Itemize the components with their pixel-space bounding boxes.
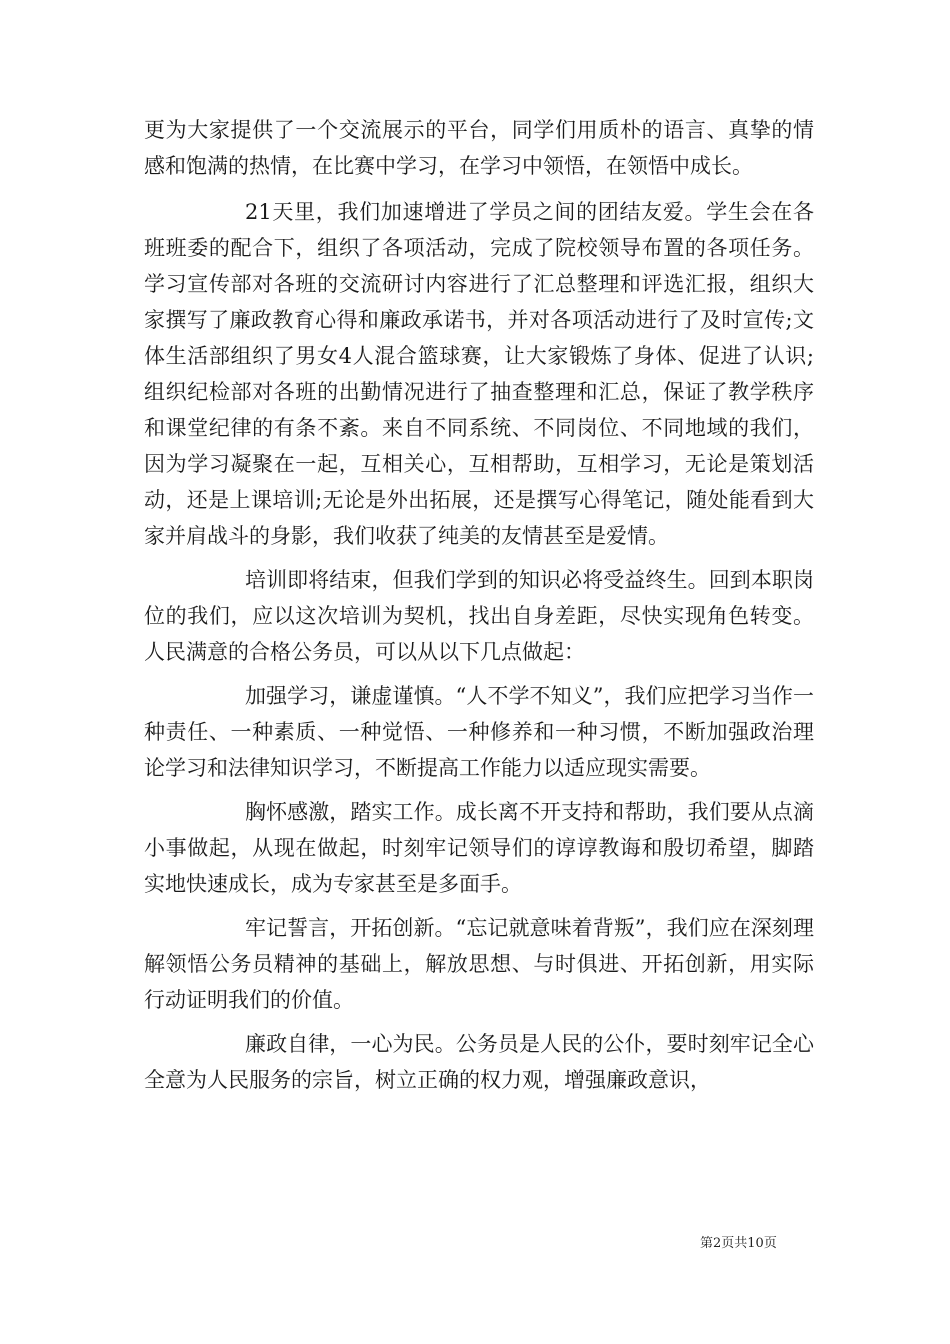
paragraph-2: 21天里，我们加速增进了学员之间的团结友爱。学生会在各班班委的配合下，组织了各项活动，完成了院校领导布置的各项任务。学习宣传部对各班的交流研讨内容进行了汇总整理和评选汇报，组织大家撰写了廉政教育心得和廉政承诺书，并对各项活动进行了及时宣传;文体生活部组织了男女4人混合篮球赛，让大家锻炼了身体、促进了认识;组织纪检部对各班的出勤情况进行了抽查整理和汇总，保证了教学秩序和课堂纪律的有条不紊。来自不同系统、不同岗位、不同地域的我们，因为学习凝聚在一起，互相关心，互相帮助，互相学习，无论是策划活动，还是上课培训;无论是外出拓展，还是撰写心得笔记，随处能看到大家并肩战斗的身影，我们收获了纯美的友情甚至是爱情。 xyxy=(144,200,814,548)
page-number-footer: 第2页共10页 xyxy=(700,1236,777,1251)
paragraph-5: 胸怀感激，踏实工作。成长离不开支持和帮助，我们要从点滴小事做起，从现在做起，时刻牢记领导们的谆谆教诲和殷切希望，脚踏实地快速成长，成为专家甚至是多面手。 xyxy=(144,800,814,896)
paragraph-7: 廉政自律，一心为民。公务员是人民的公仆，要时刻牢记全心全意为人民服务的宗旨，树立正确的权力观，增强廉政意识， xyxy=(144,1032,814,1092)
paragraph-4: 加强学习，谦虚谨慎。“人不学不知义”，我们应把学习当作一种责任、一种素质、一种觉悟、一种修养和一种习惯，不断加强政治理论学习和法律知识学习，不断提高工作能力以适应现实需要。 xyxy=(144,684,814,780)
paragraph-1: 更为大家提供了一个交流展示的平台，同学们用质朴的语言、真挚的情感和饱满的热情，在比赛中学习，在学习中领悟，在领悟中成长。 xyxy=(144,118,814,178)
paragraph-6: 牢记誓言，开拓创新。“忘记就意味着背叛”，我们应在深刻理解领悟公务员精神的基础上，解放思想、与时俱进、开拓创新，用实际行动证明我们的价值。 xyxy=(144,916,814,1012)
document-body xyxy=(144,112,814,1098)
paragraph-3: 培训即将结束，但我们学到的知识必将受益终生。回到本职岗位的我们，应以这次培训为契机，找出自身差距，尽快实现角色转变。人民满意的合格公务员，可以从以下几点做起： xyxy=(144,568,814,664)
